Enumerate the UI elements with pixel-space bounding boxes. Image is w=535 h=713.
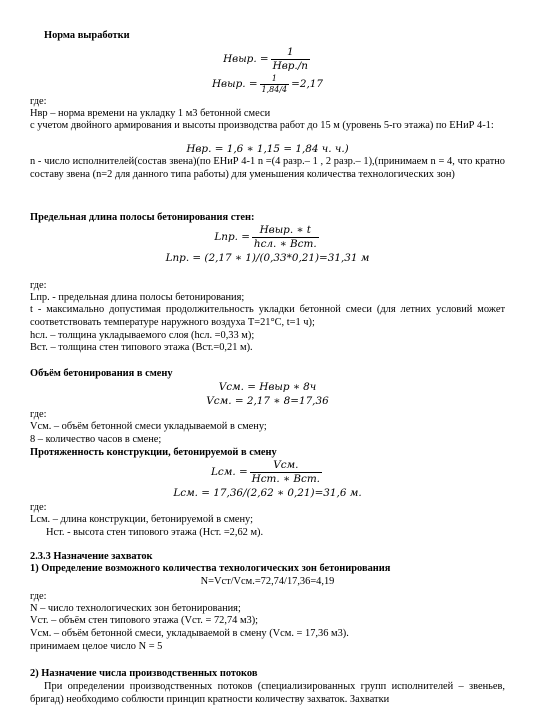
section-title-zakhvatki: 2.3.3 Назначение захваток [30,551,153,562]
paragraph-potoki: При определении производственных потоков (специализированных групп исполнителей – звеньев, бригад) необходимо соблюсти принцип кратности количеству захваток. Захватки [30,681,505,705]
definition-vst: Вст. – толщина стен типового этажа (Вст.=0,21 м). [30,342,253,353]
definition-t: t - максимально допустимая продолжительность укладки бетонной смеси (для летних условий может соответствовать температуре наружного воздуха Т=21°С, t=1 ч); [30,304,505,328]
label-gde: где: [30,96,47,107]
definition-8h: 8 – количество часов в смене; [30,434,162,445]
formula-lpr-calc: Lпр. = (2,17 ∗ 1)/(0,33*0,21)=31,31 м [165,252,370,264]
section-title-lpr: Предельная длина полосы бетонирования стен: [30,212,255,223]
definition-vsm: Vсм. – объём бетонной смеси укладываемой в смену; [30,421,267,432]
section-title-potoki: 2) Назначение числа производственных потоков [30,668,258,679]
label-gde-4: где: [30,502,47,513]
label-gde-5: где: [30,591,47,602]
definition-nvr-cont: с учетом двойного армирования и высоты производства работ до 15 м (уровень 5-го этажа) по ЕНиР 4-1: [30,120,494,131]
definition-lsm: Lсм. – длина конструкции, бетонируемой в смену; [30,514,254,525]
formula-nvyr-2: Нвыр. = $\frac{1}{1,84/4}$ =2,17 [212,73,323,94]
section-title-vsm: Объём бетонирования в смену [30,368,173,379]
formula-nvyr-1: Нвыр. = $\frac{1}{\text{Нвр./n}}$ [223,45,308,72]
section-title-lsm: Протяженность конструкции, бетонируемой в смену [30,447,277,458]
formula-lsm: Lсм. = $\frac{\text{Vсм.}}{\text{Нст. ∗ Вст.}}$ [211,458,320,485]
definition-hsl: hсл. – толщина укладываемого слоя (hсл. =0,33 м); [30,330,255,341]
definition-nst: Нст. - высота стен типового этажа (Нст. =2,62 м). [46,527,264,538]
label-gde-2: где: [30,280,47,291]
formula-lpr: Lпр. = $\frac{\text{Нвыр. ∗ t}}{\text{hсл. ∗ Вст.}}$ [214,223,317,250]
definition-n-zones: N – число технологических зон бетонирования; [30,603,241,614]
formula-lsm-calc: Lсм. = 17,36/(2,62 ∗ 0,21)=31,6 м. [173,487,362,499]
definition-n: n - число исполнителей(состав звена)(по ЕНиР 4-1 n =(4 разр.– 1 , 2 разр.– 1),(принимаем n = 4, что кратно составу звена (n=2 для данного типа работы) для уменьшения количества технологических зон) [30,156,505,180]
definition-vst-volume: Vст. – объём стен типового этажа (Vст. = 72,74 м3); [30,615,259,626]
definition-nvr: Нвр – норма времени на укладку 1 м3 бетонной смеси [30,108,271,119]
formula-n: N=Vст/Vсм.=72,74/17,36=4,19 [200,576,335,587]
subsection-title-zones: 1) Определение возможного количества технологических зон бетонирования [30,563,391,574]
definition-lpr: Lпр. - предельная длина полосы бетонирования; [30,292,245,303]
section-title-norma: Норма выработки [44,30,130,41]
formula-vsm-1: Vсм. = Нвыр ∗ 8ч [218,381,317,393]
formula-vsm-2: Vсм. = 2,17 ∗ 8=17,36 [206,395,329,407]
formula-nvr: Нвр. = 1,6 ∗ 1,15 = 1,84 ч. ч.) [186,143,349,155]
accepted-n: принимаем целое число N = 5 [30,641,163,652]
label-gde-3: где: [30,409,47,420]
definition-vsm-volume: Vсм. – объём бетонной смеси, укладываемой в смену (Vсм. = 17,36 м3). [30,628,349,639]
